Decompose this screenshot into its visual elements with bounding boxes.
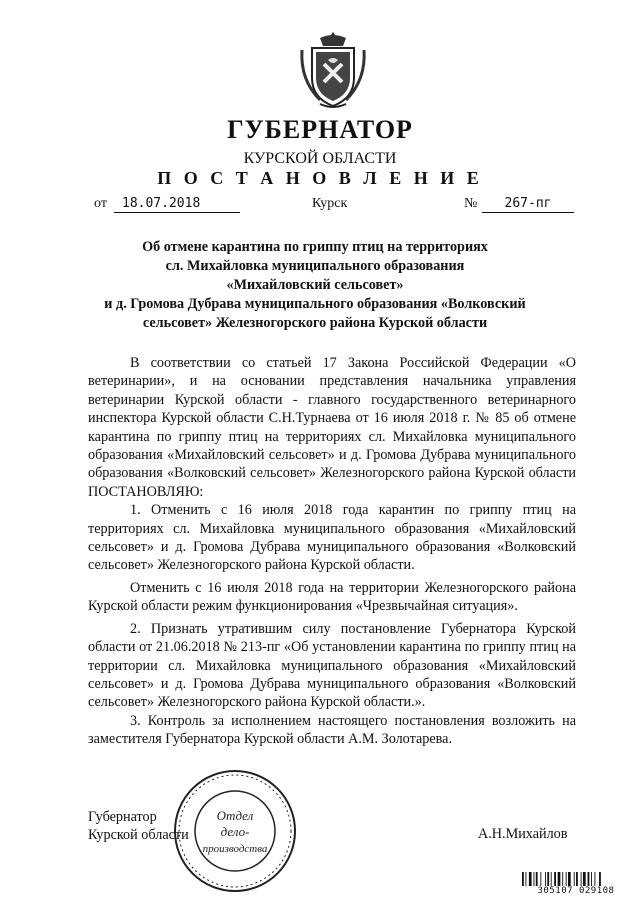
clause-2-paragraph: 2. Признать утратившим силу постановление Губернатора Курской области от 21.06.2018 № 213-пг «Об установлении карантина по гриппу птиц на территории сл. Михайловка муниципального образования «Михайловский сельсовет» и д. Громова Дубрава муниципального образования «Волковский сельсовет» Железногорского района Курской области.». <box>88 620 576 711</box>
barcode-bar <box>588 872 590 887</box>
barcode-bar <box>581 872 582 887</box>
document-type: П О С Т А Н О В Л Е Н И Е <box>157 168 483 188</box>
barcode-bar <box>562 872 563 887</box>
barcode-bar <box>591 872 592 887</box>
heading-line: сл. Михайловка муниципального образования <box>165 258 465 274</box>
document-heading <box>90 238 540 333</box>
barcode-bar <box>534 872 535 887</box>
barcode-bar <box>558 872 561 887</box>
office-stamp <box>172 768 298 894</box>
date-label: от <box>94 196 107 211</box>
stamp-text: производства <box>202 843 268 855</box>
document-title: ГУБЕРНАТОР <box>227 115 413 144</box>
barcode-bar <box>594 872 595 887</box>
signatory-position-line: Курской области <box>88 827 189 843</box>
barcode-bar <box>529 872 532 887</box>
barcode-bar <box>522 872 524 887</box>
stamp-text: Отдел <box>216 808 254 823</box>
document-number: 267-пг <box>482 196 574 213</box>
barcode-bar <box>576 872 578 887</box>
barcode-bar <box>540 872 541 887</box>
barcode-bar <box>568 872 571 887</box>
heading-line: сельсовет» Железногорского района Курской области <box>142 315 488 331</box>
number-label: № <box>464 196 478 211</box>
barcode-bar <box>545 872 546 887</box>
barcode-bar <box>574 872 575 887</box>
barcode-number: 305107 029108 <box>522 886 630 896</box>
barcode-bar <box>554 872 556 887</box>
barcode-bar <box>583 872 586 887</box>
clause-3-paragraph: 3. Контроль за исполнением настоящего постановления возложить на заместителя Губернатора Курской области А.М. Золотарева. <box>88 712 576 748</box>
barcode-bar <box>566 872 567 887</box>
barcode-bar <box>525 872 526 887</box>
heading-line: «Михайловский сельсовет» <box>226 277 404 293</box>
document-date: 18.07.2018 <box>114 196 240 213</box>
barcode-bar <box>547 872 549 887</box>
document-body <box>88 354 576 749</box>
preamble-paragraph: В соответствии со статьей 17 Закона Российской Федерации «О ветеринарии», и на основании представления начальника управления ветеринарии Курской области - главного государственного ветеринарного инспектора Курской области С.Н.Турнаева от 16 июля 2018 г. № 85 об отмене карантина по гриппу птиц на территориях сл. Михайловка муниципального образования «Михайловский сельсовет» и д. Громова Дубрава муниципального образования «Волковский сельсовет» Железногорского района Курской области ПОСТАНОВЛЯЮ: <box>88 355 576 500</box>
clause-1-addendum-paragraph: Отменить с 16 июля 2018 года на территории Железногорского района Курской области режим функционирования «Чрезвычайная ситуация». <box>88 579 576 615</box>
signatory-name: А.Н.Михайлов <box>478 826 568 842</box>
barcode-bar <box>536 872 538 887</box>
heading-line: и д. Громова Дубрава муниципального образования «Волковский <box>104 296 526 312</box>
document-city: Курск <box>312 196 348 211</box>
document-meta <box>94 196 580 218</box>
stamp-text: дело- <box>220 824 250 839</box>
heading-line: Об отмене карантина по гриппу птиц на территориях <box>142 239 488 255</box>
coat-of-arms-emblem <box>298 30 368 110</box>
barcode-bar <box>551 872 552 887</box>
clause-1-paragraph: 1. Отменить с 16 июля 2018 года карантин по гриппу птиц на территориях сл. Михайловка муниципального образования «Михайловский сельсовет» и д. Громова Дубрава муниципального образования «Волковский сельсовет» Железногорского района Курской области. <box>88 502 576 574</box>
barcode-bar <box>599 872 601 887</box>
region-name: КУРСКОЙ ОБЛАСТИ <box>243 150 397 167</box>
signatory-position-line: Губернатор <box>88 809 157 825</box>
